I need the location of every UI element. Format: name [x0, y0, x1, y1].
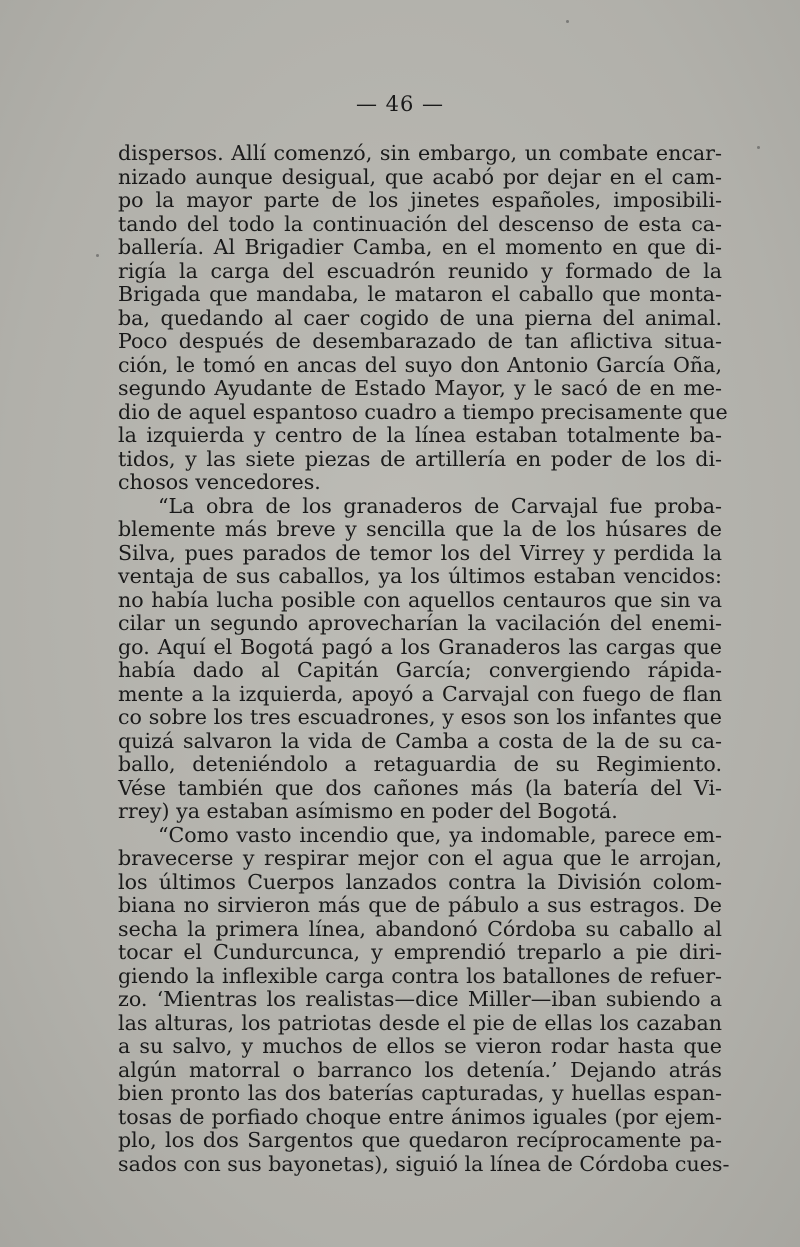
text-line: nizado aunque desigual, que acabó por dejar en el cam- — [118, 164, 722, 189]
text-line: rrey) ya estaban asímismo en poder del Bogotá. — [118, 799, 618, 823]
text-line: ballería. Al Brigadier Camba, en el momento en que di- — [118, 235, 722, 259]
text-line: ción, le tomó en ancas del suyo don Antonio García Oña, — [118, 352, 722, 377]
text-line: quizá salvaron la vida de Camba a costa de la de su ca- — [118, 728, 722, 753]
text-line: la izquierda y centro de la línea estaban totalmente ba- — [118, 423, 722, 447]
text-line: ba, quedando al caer cogido de una pierna del animal. — [118, 305, 722, 330]
text-line: ballo, deteniéndolo a retaguardia de su Regimiento. — [118, 752, 722, 776]
text-line: biana no sirvieron más que de pábulo a sus estragos. De — [118, 893, 722, 917]
text-line: rigía la carga del escuadrón reunido y formado de la — [118, 258, 722, 283]
text-line: a su salvo, y muchos de ellos se vieron rodar hasta que — [118, 1034, 722, 1058]
paper-speck — [96, 254, 99, 257]
text-line: blemente más breve y sencilla que la de los húsares de — [118, 517, 722, 541]
text-line: plo, los dos Sargentos que quedaron recíprocamente pa- — [118, 1128, 722, 1152]
text-line: había dado al Capitán García; convergiendo rápida- — [118, 658, 722, 682]
text-line: bravecerse y respirar mejor con el agua que le arrojan, — [118, 846, 722, 870]
text-line: co sobre los tres escuadrones, y esos son los infantes que — [118, 705, 722, 729]
text-line: Poco después de desembarazado de tan aflictiva situa- — [118, 329, 722, 353]
text-line: Vése también que dos cañones más (la batería del Vi- — [118, 775, 722, 800]
text-line: tosas de porfiado choque entre ánimos iguales (por ejem- — [118, 1104, 722, 1129]
text-line: segundo Ayudante de Estado Mayor, y le sacó de en me- — [118, 376, 722, 400]
text-line: secha la primera línea, abandonó Córdoba su caballo al — [118, 916, 722, 941]
text-line: mente a la izquierda, apoyó a Carvajal con fuego de flan — [118, 681, 722, 706]
text-line: algún matorral o barranco los detenía.’ Dejando atrás — [118, 1057, 722, 1082]
paper-speck — [566, 20, 569, 23]
text-line: dio de aquel espantoso cuadro a tiempo precisamente que — [118, 399, 728, 424]
text-line: tando del todo la continuación del descenso de esta ca- — [118, 211, 722, 236]
text-line: Brigada que mandaba, le mataron el caballo que monta- — [118, 282, 722, 306]
body-text — [118, 141, 730, 1176]
text-line: no había lucha posible con aquellos centauros que sin va — [118, 587, 722, 612]
text-line: bien pronto las dos baterías capturadas, y huellas espan- — [118, 1081, 722, 1105]
text-line: ventaja de sus caballos, ya los últimos estaban vencidos: — [118, 564, 722, 588]
text-line: chosos vencedores. — [118, 470, 321, 494]
text-line: Silva, pues parados de temor los del Virrey y perdida la — [118, 540, 722, 565]
text-line: tocar el Cundurcunca, y emprendió treparlo a pie diri- — [118, 940, 722, 964]
page-number: — 46 — — [355, 92, 445, 116]
text-line: cilar un segundo aprovecharían la vacilación del enemi- — [118, 611, 722, 635]
text-line: dispersos. Allí comenzó, sin embargo, un combate encar- — [118, 141, 722, 165]
text-line: “La obra de los granaderos de Carvajal fue proba- — [158, 493, 722, 518]
text-line: los últimos Cuerpos lanzados contra la División colom- — [118, 869, 722, 894]
text-line: “Como vasto incendio que, ya indomable, parece em- — [158, 822, 722, 847]
text-line: go. Aquí el Bogotá pagó a los Granaderos las cargas que — [118, 634, 722, 659]
text-line: po la mayor parte de los jinetes españoles, imposibili- — [118, 188, 722, 212]
text-line: giendo la inflexible carga contra los batallones de refuer- — [118, 963, 722, 988]
text-line: las alturas, los patriotas desde el pie de ellas los cazaban — [118, 1010, 722, 1035]
text-line: sados con sus bayonetas), siguió la línea de Córdoba cues- — [118, 1151, 730, 1176]
text-line: tidos, y las siete piezas de artillería en poder de los di- — [118, 446, 722, 471]
text-line: zo. ‘Mientras los realistas—dice Miller—iban subiendo a — [118, 987, 722, 1011]
paper-speck — [757, 146, 760, 149]
